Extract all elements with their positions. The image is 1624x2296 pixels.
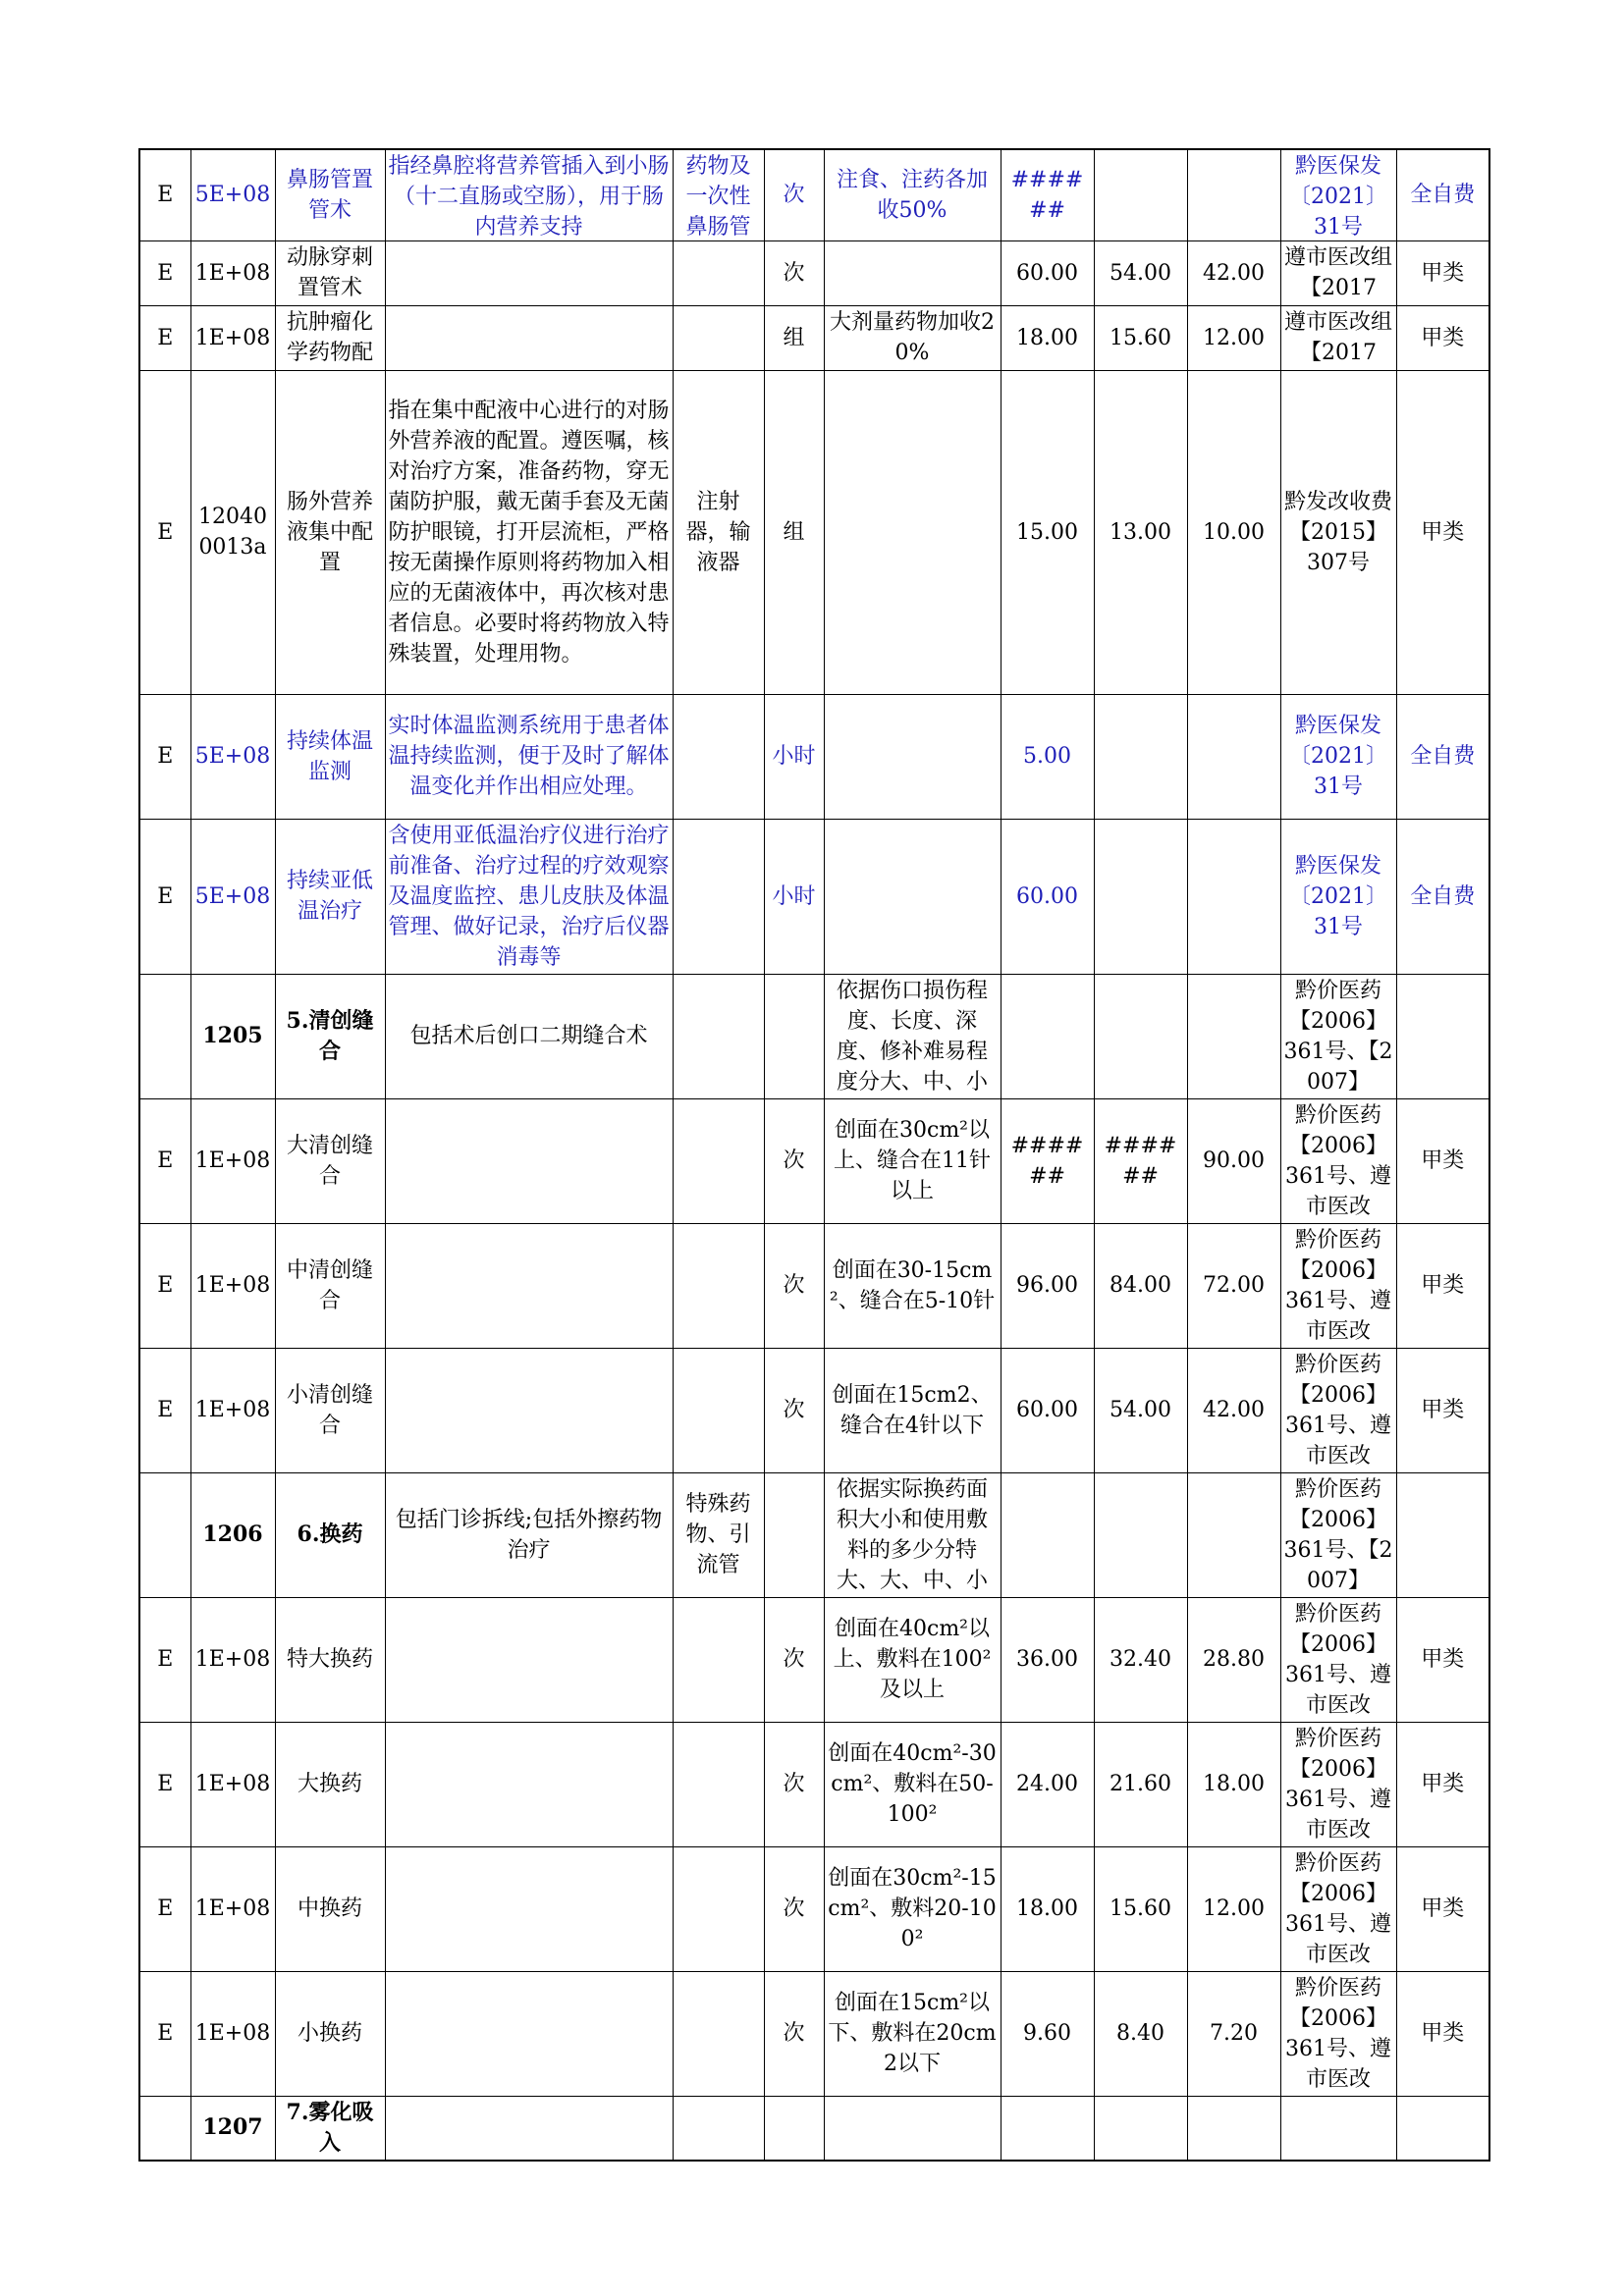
- notes-cell: 创面在40cm²-30cm²、敷料在50-100²: [824, 1722, 1001, 1846]
- insurance-class-cell: 甲类: [1396, 1722, 1489, 1846]
- insurance-class-cell: 甲类: [1396, 1098, 1489, 1223]
- code-cell: 1E+08: [190, 1098, 275, 1223]
- item-name-cell: 持续亚低温治疗: [275, 819, 385, 974]
- document-ref-cell: 黔价医药【2006】361号、遵市医改: [1280, 1846, 1396, 1971]
- item-name-cell: 抗肿瘤化学药物配: [275, 305, 385, 370]
- code-cell: 1E+08: [190, 1722, 275, 1846]
- category-cell: E: [139, 1722, 190, 1846]
- unit-cell: [764, 1472, 824, 1597]
- category-cell: [139, 2096, 190, 2161]
- item-name-cell: 6.换药: [275, 1472, 385, 1597]
- price-level3-cell: 12.00: [1187, 1846, 1280, 1971]
- content-cell: 指在集中配液中心进行的对肠外营养液的配置。遵医嘱，核对治疗方案，准备药物，穿无菌防护服，戴无菌手套及无菌防护眼镜，打开层流柜，严格按无菌操作原则将药物加入相应的无菌液体中，再次核对患者信息。必要时将药物放入特殊装置，处理用物。: [385, 370, 673, 694]
- excluded-items-cell: [673, 240, 764, 305]
- price-level1-cell: ######: [1001, 149, 1094, 240]
- content-cell: [385, 1597, 673, 1722]
- price-level1-cell: [1001, 974, 1094, 1098]
- price-level3-cell: 42.00: [1187, 240, 1280, 305]
- content-cell: [385, 1971, 673, 2096]
- price-level3-cell: 7.20: [1187, 1971, 1280, 2096]
- insurance-class-cell: 全自费: [1396, 694, 1489, 819]
- price-level1-cell: 5.00: [1001, 694, 1094, 819]
- price-level2-cell: 15.60: [1094, 1846, 1187, 1971]
- document-ref-cell: 黔价医药【2006】361号、【2007】: [1280, 1472, 1396, 1597]
- item-name-cell: 动脉穿刺置管术: [275, 240, 385, 305]
- table-row: [139, 305, 1489, 370]
- price-level1-cell: 60.00: [1001, 819, 1094, 974]
- code-cell: 1207: [190, 2096, 275, 2161]
- price-level1-cell: 9.60: [1001, 1971, 1094, 2096]
- document-ref-cell: 黔价医药【2006】361号、遵市医改: [1280, 1223, 1396, 1348]
- price-level3-cell: [1187, 694, 1280, 819]
- table-row: [139, 1098, 1489, 1223]
- price-level2-cell: 15.60: [1094, 305, 1187, 370]
- notes-cell: 创面在40cm²以上、敷料在100²及以上: [824, 1597, 1001, 1722]
- price-level1-cell: [1001, 2096, 1094, 2161]
- excluded-items-cell: [673, 1597, 764, 1722]
- item-name-cell: 中换药: [275, 1846, 385, 1971]
- insurance-class-cell: 甲类: [1396, 1846, 1489, 1971]
- document-ref-cell: 黔价医药【2006】361号、遵市医改: [1280, 1098, 1396, 1223]
- price-level2-cell: [1094, 974, 1187, 1098]
- content-cell: 含使用亚低温治疗仪进行治疗前准备、治疗过程的疗效观察及温度监控、患儿皮肤及体温管理、做好记录，治疗后仪器消毒等: [385, 819, 673, 974]
- document-ref-cell: 黔价医药【2006】361号、遵市医改: [1280, 1597, 1396, 1722]
- unit-cell: 组: [764, 305, 824, 370]
- category-cell: E: [139, 1846, 190, 1971]
- category-cell: E: [139, 1223, 190, 1348]
- code-cell: 1205: [190, 974, 275, 1098]
- category-cell: E: [139, 1597, 190, 1722]
- price-level2-cell: 8.40: [1094, 1971, 1187, 2096]
- unit-cell: [764, 2096, 824, 2161]
- category-cell: E: [139, 305, 190, 370]
- item-name-cell: 特大换药: [275, 1597, 385, 1722]
- excluded-items-cell: 注射器，输液器: [673, 370, 764, 694]
- price-level1-cell: 24.00: [1001, 1722, 1094, 1846]
- notes-cell: [824, 240, 1001, 305]
- table-row: [139, 370, 1489, 694]
- price-level3-cell: [1187, 149, 1280, 240]
- insurance-class-cell: 甲类: [1396, 240, 1489, 305]
- notes-cell: [824, 2096, 1001, 2161]
- item-name-cell: 小换药: [275, 1971, 385, 2096]
- content-cell: 包括门诊拆线;包括外擦药物治疗: [385, 1472, 673, 1597]
- content-cell: [385, 1098, 673, 1223]
- excluded-items-cell: [673, 1971, 764, 2096]
- document-ref-cell: 黔发改收费【2015】307号: [1280, 370, 1396, 694]
- unit-cell: 次: [764, 1597, 824, 1722]
- insurance-class-cell: 甲类: [1396, 370, 1489, 694]
- code-cell: 1E+08: [190, 240, 275, 305]
- content-cell: [385, 1722, 673, 1846]
- category-cell: E: [139, 1348, 190, 1472]
- table-row: [139, 240, 1489, 305]
- notes-cell: 创面在15cm²以下、敷料在20cm2以下: [824, 1971, 1001, 2096]
- document-ref-cell: 黔价医药【2006】361号、遵市医改: [1280, 1971, 1396, 2096]
- item-name-cell: 大换药: [275, 1722, 385, 1846]
- code-cell: 1E+08: [190, 1223, 275, 1348]
- unit-cell: 次: [764, 1348, 824, 1472]
- table-row: [139, 1846, 1489, 1971]
- excluded-items-cell: 特殊药物、引流管: [673, 1472, 764, 1597]
- price-level3-cell: [1187, 974, 1280, 1098]
- price-level2-cell: [1094, 1472, 1187, 1597]
- unit-cell: 组: [764, 370, 824, 694]
- code-cell: 1E+08: [190, 1846, 275, 1971]
- notes-cell: 创面在15cm2、缝合在4针以下: [824, 1348, 1001, 1472]
- price-level1-cell: 96.00: [1001, 1223, 1094, 1348]
- unit-cell: [764, 974, 824, 1098]
- insurance-class-cell: 全自费: [1396, 819, 1489, 974]
- table-row: [139, 1223, 1489, 1348]
- table-row: [139, 149, 1489, 240]
- price-level2-cell: 54.00: [1094, 240, 1187, 305]
- price-level1-cell: 36.00: [1001, 1597, 1094, 1722]
- table-row: [139, 1348, 1489, 1472]
- item-name-cell: 大清创缝合: [275, 1098, 385, 1223]
- table-row: [139, 819, 1489, 974]
- category-cell: E: [139, 370, 190, 694]
- content-cell: 包括术后创口二期缝合术: [385, 974, 673, 1098]
- price-level1-cell: 15.00: [1001, 370, 1094, 694]
- price-level1-cell: 60.00: [1001, 240, 1094, 305]
- document-ref-cell: 遵市医改组【2017: [1280, 240, 1396, 305]
- section-row: [139, 974, 1489, 1098]
- code-cell: 1206: [190, 1472, 275, 1597]
- unit-cell: 次: [764, 1971, 824, 2096]
- unit-cell: 次: [764, 1722, 824, 1846]
- price-level3-cell: 18.00: [1187, 1722, 1280, 1846]
- insurance-class-cell: 甲类: [1396, 1348, 1489, 1472]
- unit-cell: 次: [764, 1098, 824, 1223]
- item-name-cell: 鼻肠管置管术: [275, 149, 385, 240]
- item-name-cell: 7.雾化吸入: [275, 2096, 385, 2161]
- price-level3-cell: [1187, 1472, 1280, 1597]
- insurance-class-cell: 甲类: [1396, 1971, 1489, 2096]
- price-level3-cell: 10.00: [1187, 370, 1280, 694]
- price-level1-cell: ######: [1001, 1098, 1094, 1223]
- document-ref-cell: 黔医保发〔2021〕31号: [1280, 819, 1396, 974]
- category-cell: [139, 1472, 190, 1597]
- unit-cell: 次: [764, 149, 824, 240]
- document-ref-cell: 黔医保发〔2021〕31号: [1280, 149, 1396, 240]
- price-level1-cell: 18.00: [1001, 305, 1094, 370]
- excluded-items-cell: [673, 305, 764, 370]
- excluded-items-cell: [673, 1223, 764, 1348]
- price-level2-cell: 84.00: [1094, 1223, 1187, 1348]
- document-ref-cell: 黔价医药【2006】361号、【2007】: [1280, 974, 1396, 1098]
- unit-cell: 次: [764, 1846, 824, 1971]
- price-level2-cell: [1094, 819, 1187, 974]
- insurance-class-cell: [1396, 1472, 1489, 1597]
- unit-cell: 小时: [764, 694, 824, 819]
- table-row: [139, 1722, 1489, 1846]
- section-row: [139, 2096, 1489, 2161]
- category-cell: E: [139, 1098, 190, 1223]
- code-cell: 5E+08: [190, 149, 275, 240]
- price-level2-cell: 13.00: [1094, 370, 1187, 694]
- item-name-cell: 小清创缝合: [275, 1348, 385, 1472]
- price-level3-cell: 72.00: [1187, 1223, 1280, 1348]
- excluded-items-cell: [673, 974, 764, 1098]
- category-cell: E: [139, 819, 190, 974]
- price-level1-cell: 18.00: [1001, 1846, 1094, 1971]
- table-row: [139, 1597, 1489, 1722]
- content-cell: [385, 240, 673, 305]
- price-level3-cell: 12.00: [1187, 305, 1280, 370]
- content-cell: [385, 305, 673, 370]
- item-name-cell: 中清创缝合: [275, 1223, 385, 1348]
- price-level1-cell: 60.00: [1001, 1348, 1094, 1472]
- section-row: [139, 1472, 1489, 1597]
- price-level2-cell: 32.40: [1094, 1597, 1187, 1722]
- price-level3-cell: 28.80: [1187, 1597, 1280, 1722]
- code-cell: 1E+08: [190, 1971, 275, 2096]
- item-name-cell: 肠外营养液集中配置: [275, 370, 385, 694]
- notes-cell: 创面在30cm²-15cm²、敷料20-100²: [824, 1846, 1001, 1971]
- code-cell: 120400013a: [190, 370, 275, 694]
- item-name-cell: 5.清创缝合: [275, 974, 385, 1098]
- content-cell: [385, 1846, 673, 1971]
- price-level3-cell: [1187, 2096, 1280, 2161]
- notes-cell: 大剂量药物加收20%: [824, 305, 1001, 370]
- excluded-items-cell: [673, 1098, 764, 1223]
- excluded-items-cell: [673, 819, 764, 974]
- excluded-items-cell: [673, 1846, 764, 1971]
- excluded-items-cell: [673, 1348, 764, 1472]
- fee-table: [138, 148, 1490, 2162]
- excluded-items-cell: [673, 2096, 764, 2161]
- notes-cell: 注食、注药各加收50%: [824, 149, 1001, 240]
- category-cell: E: [139, 1971, 190, 2096]
- document-ref-cell: 黔价医药【2006】361号、遵市医改: [1280, 1348, 1396, 1472]
- excluded-items-cell: 药物及一次性鼻肠管: [673, 149, 764, 240]
- price-level2-cell: ######: [1094, 1098, 1187, 1223]
- price-level2-cell: [1094, 149, 1187, 240]
- code-cell: 1E+08: [190, 305, 275, 370]
- category-cell: [139, 974, 190, 1098]
- insurance-class-cell: 甲类: [1396, 305, 1489, 370]
- category-cell: E: [139, 240, 190, 305]
- price-level3-cell: 42.00: [1187, 1348, 1280, 1472]
- document-ref-cell: 遵市医改组【2017: [1280, 305, 1396, 370]
- code-cell: 5E+08: [190, 819, 275, 974]
- price-level2-cell: 21.60: [1094, 1722, 1187, 1846]
- document-ref-cell: [1280, 2096, 1396, 2161]
- insurance-class-cell: [1396, 974, 1489, 1098]
- unit-cell: 次: [764, 1223, 824, 1348]
- category-cell: E: [139, 694, 190, 819]
- notes-cell: [824, 370, 1001, 694]
- item-name-cell: 持续体温监测: [275, 694, 385, 819]
- notes-cell: [824, 819, 1001, 974]
- code-cell: 1E+08: [190, 1348, 275, 1472]
- document-ref-cell: 黔医保发〔2021〕31号: [1280, 694, 1396, 819]
- price-level2-cell: [1094, 694, 1187, 819]
- code-cell: 5E+08: [190, 694, 275, 819]
- content-cell: [385, 1348, 673, 1472]
- insurance-class-cell: 甲类: [1396, 1597, 1489, 1722]
- content-cell: [385, 1223, 673, 1348]
- excluded-items-cell: [673, 1722, 764, 1846]
- unit-cell: 次: [764, 240, 824, 305]
- notes-cell: [824, 694, 1001, 819]
- notes-cell: 创面在30cm²以上、缝合在11针以上: [824, 1098, 1001, 1223]
- price-level2-cell: 54.00: [1094, 1348, 1187, 1472]
- price-level3-cell: [1187, 819, 1280, 974]
- notes-cell: 依据伤口损伤程度、长度、深度、修补难易程度分大、中、小: [824, 974, 1001, 1098]
- notes-cell: 依据实际换药面积大小和使用敷料的多少分特大、大、中、小: [824, 1472, 1001, 1597]
- content-cell: [385, 2096, 673, 2161]
- price-level3-cell: 90.00: [1187, 1098, 1280, 1223]
- category-cell: E: [139, 149, 190, 240]
- code-cell: 1E+08: [190, 1597, 275, 1722]
- document-ref-cell: 黔价医药【2006】361号、遵市医改: [1280, 1722, 1396, 1846]
- insurance-class-cell: [1396, 2096, 1489, 2161]
- table-row: [139, 1971, 1489, 2096]
- content-cell: 指经鼻腔将营养管插入到小肠（十二直肠或空肠），用于肠内营养支持: [385, 149, 673, 240]
- price-level1-cell: [1001, 1472, 1094, 1597]
- table-row: [139, 694, 1489, 819]
- price-level2-cell: [1094, 2096, 1187, 2161]
- notes-cell: 创面在30-15cm²、缝合在5-10针: [824, 1223, 1001, 1348]
- unit-cell: 小时: [764, 819, 824, 974]
- content-cell: 实时体温监测系统用于患者体温持续监测，便于及时了解体温变化并作出相应处理。: [385, 694, 673, 819]
- insurance-class-cell: 甲类: [1396, 1223, 1489, 1348]
- excluded-items-cell: [673, 694, 764, 819]
- insurance-class-cell: 全自费: [1396, 149, 1489, 240]
